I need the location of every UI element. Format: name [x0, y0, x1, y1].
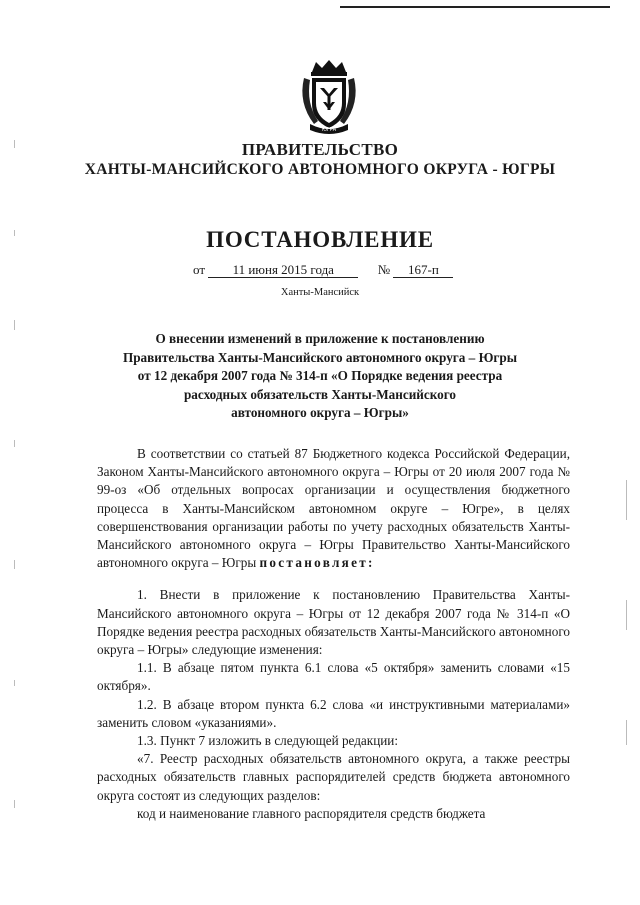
- subject-line: О внесении изменений в приложение к постановлению: [155, 331, 485, 346]
- scan-edge-marks: [624, 480, 630, 780]
- subject-line: Правительства Ханты-Мансийского автономного округа – Югры: [122, 349, 518, 365]
- subject-line: автономного округа – Югры»: [231, 405, 409, 420]
- item-7: «7. Реестр расходных обязательств автономного округа, а также реестры расходных обязательств главных распорядителей средств бюджета автономного округа состоят из следующих разделов:: [97, 751, 570, 803]
- item-1-3: 1.3. Пункт 7 изложить в следующей редакции:: [137, 733, 399, 749]
- government-region: ХАНТЫ-МАНСИЙСКОГО АВТОНОМНОГО ОКРУГА - ЮГРЫ: [84, 161, 556, 178]
- subject-line: расходных обязательств Ханты-Мансийского: [183, 386, 457, 402]
- document-number: 167-п: [393, 263, 453, 278]
- subject-heading: [80, 330, 560, 423]
- scan-margin-marks: [12, 140, 18, 840]
- date-prefix: от: [193, 262, 206, 277]
- top-rule: [340, 6, 610, 8]
- date-number-line: [193, 262, 453, 278]
- number-prefix: №: [377, 262, 391, 277]
- document-date: 11 июня 2015 года: [208, 263, 358, 278]
- document-type: ПОСТАНОВЛЕНИЕ: [206, 227, 434, 252]
- crest-text: ЮГРА: [321, 127, 337, 133]
- city: Ханты-Мансийск: [280, 287, 360, 298]
- item-1-1: 1.1. В абзаце пятом пункта 6.1 слова «5 октября» заменить словами «15 октября».: [97, 660, 570, 694]
- document-body: [97, 445, 570, 823]
- item-1-2: 1.2. В абзаце втором пункта 6.2 слова «и инструктивными материалами» заменить словом «указаниями».: [97, 696, 570, 730]
- subject-line: от 12 декабря 2007 года № 314-п «О Порядке ведения реестра: [137, 368, 503, 383]
- item-1: 1. Внести в приложение к постановлению Правительства Ханты-Мансийского автономного округа – Югры от 12 декабря 2007 года № 314-п «О Порядке ведения реестра расходных обязательств Ханты-Мансийского автономного округа – Югры» следующие изменения:: [97, 587, 571, 658]
- resolves-word: постановляет:: [259, 555, 375, 571]
- preamble-text: В соответствии со статьей 87 Бюджетного кодекса Российской Федерации, Законом Ханты-Мансийского автономного округа – Югры от 20 июля 2007 года № 99-оз «Об отдельных вопросах организации и осуществления бюджетного процесса в Ханты-Мансийском автономном округе – Югре», в целях совершенствования организации работы по учету расходных обязательств Ханты-Мансийского автономного округа – Югры Правительство Ханты-Мансийского автономного округа – Югры: [97, 446, 570, 571]
- item-7-last: код и наименование главного распорядителя средств бюджета: [137, 805, 486, 821]
- preamble-paragraph: [97, 445, 570, 572]
- government-name: ПРАВИТЕЛЬСТВО: [241, 140, 399, 159]
- coat-of-arms-icon: [298, 58, 360, 136]
